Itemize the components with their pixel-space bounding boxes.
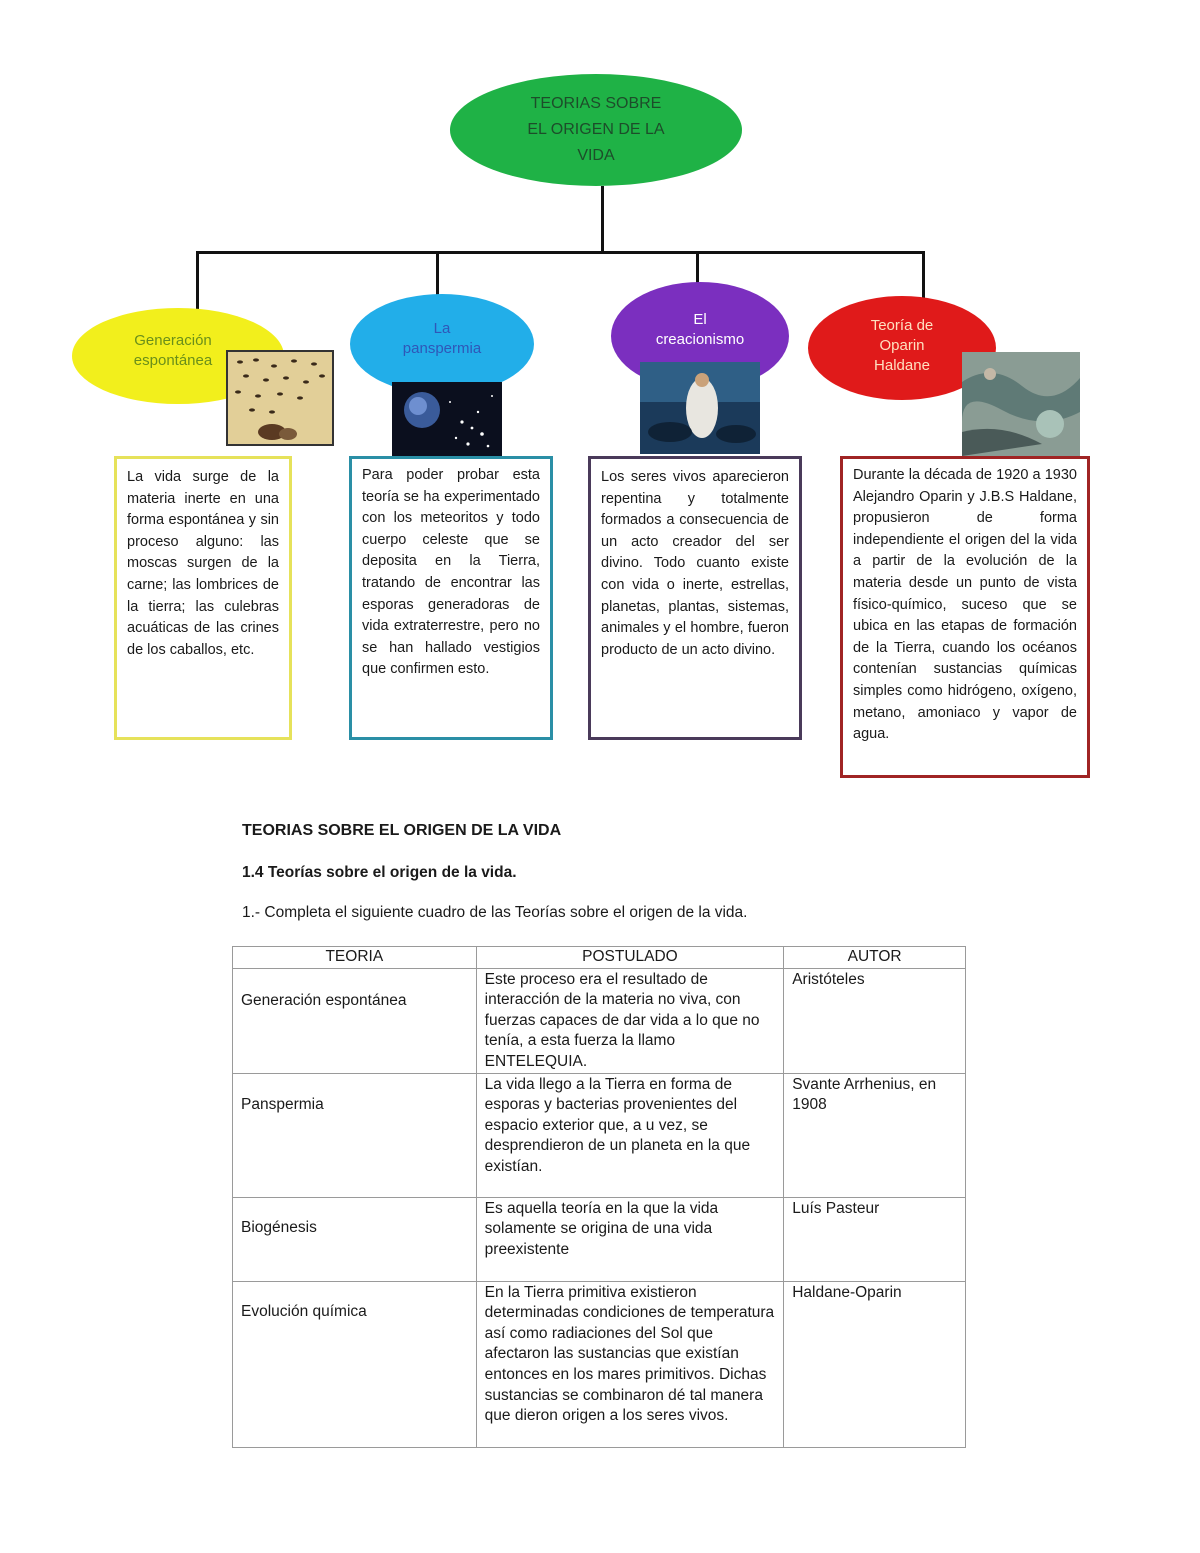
scattered-seeds-picture (226, 350, 334, 446)
section-title: TEORIAS SOBRE EL ORIGEN DE LA VIDA (242, 822, 562, 839)
cell-autor: Svante Arrhenius, en 1908 (784, 1073, 966, 1197)
node-4-description (840, 456, 1090, 778)
column-header-autor: AUTOR (784, 947, 966, 969)
root-concept (450, 74, 742, 186)
node-4-body: Durante la década de 1920 a 1930 Alejandro Oparin y J.B.S Haldane, propusieron de forma independiente el origen del la vida a partir de la evolución de la materia desde un punto de vista físico-químico, suceso que se ubica en las etapas de formación de la Tierra, cuando los océanos contenían sustancias químicas simples como hidrógeno, oxígeno, metano, amoniaco y vapor de agua. (853, 467, 1077, 743)
cell-teoria: Evolución química (233, 1281, 477, 1447)
space-illustration (392, 382, 502, 456)
node-4-title: Teoría de Oparin Haldane (870, 317, 934, 374)
cell-postulado: Es aquella teoría en la que la vida solamente se origina de una vida preexistente (476, 1197, 784, 1281)
primitive-ocean-picture (962, 352, 1080, 456)
node-1-body: La vida surge de la materia inerte en una forma espontánea y sin proceso alguno: las moscas surgen de la carne; las lombrices de la tierra; las culebras acuáticas de las crines de los caballos, etc. (127, 469, 279, 658)
connector-bar (196, 251, 925, 254)
theories-table (232, 946, 966, 1448)
node-3-description (588, 456, 802, 740)
connector-branch-1 (196, 251, 199, 314)
cell-postulado: La vida llego a la Tierra en forma de esporas y bacterias provenientes del espacio exterior que, a u vez, se desprendieron de un planeta en la que existían. (476, 1073, 784, 1197)
cell-autor: Luís Pasteur (784, 1197, 966, 1281)
node-3-title: El creacionismo (655, 311, 745, 348)
column-header-teoria: TEORIA (233, 947, 477, 969)
divine-creation-picture (640, 362, 760, 454)
cell-autor: Haldane-Oparin (784, 1281, 966, 1447)
seeds-illustration (228, 352, 332, 444)
node-1-title: Generación espontánea (133, 332, 213, 369)
instruction-text: 1.- Completa el siguiente cuadro de las Teorías sobre el origen de la vida. (242, 904, 748, 921)
cell-postulado: Este proceso era el resultado de interacción de la materia no viva, con fuerzas capaces de dar vida a lo que no tenía, a esta fuerza la llamo ENTELEQUIA. (476, 968, 784, 1073)
node-3-body: Los seres vivos aparecieron repentina y totalmente formados a consecuencia de un acto creador del ser divino. Todo cuanto existe con vida o inerte, estrellas, planetas, plantas, sistemas, animales y el hombre, fueron producto de un acto divino. (601, 469, 789, 658)
root-concept-label: TEORIAS SOBRE EL ORIGEN DE LA VIDA (527, 95, 665, 164)
node-panspermia (350, 294, 534, 394)
connector-trunk (601, 186, 604, 252)
cell-postulado: En la Tierra primitiva existieron determinadas condiciones de temperatura así como radiaciones del Sol que afectaron las sustancias que existían entonces en los mares primitivos. Dichas sustancias se combinaron dé tal manera que dieron origen a los seres vivos. (476, 1281, 784, 1447)
cell-teoria: Generación espontánea (233, 968, 477, 1073)
node-1-description (114, 456, 292, 740)
node-2-title: La panspermia (402, 320, 482, 357)
node-2-body: Para poder probar esta teoría se ha experimentado con los meteoritos y todo cuerpo celeste que se deposita en la Tierra, tratando de encontrar las esporas generadoras de vida extraterrestre, pero no se han hallado vestigios que confirmen esto. (362, 467, 540, 678)
node-2-description (349, 456, 553, 740)
table-row (233, 1073, 966, 1197)
cell-autor: Aristóteles (784, 968, 966, 1073)
connector-branch-4 (922, 251, 925, 301)
connector-branch-2 (436, 251, 439, 296)
column-header-postulado: POSTULADO (476, 947, 784, 969)
space-meteor-picture (392, 382, 502, 456)
cell-teoria: Panspermia (233, 1073, 477, 1197)
table-row (233, 1197, 966, 1281)
section-subtitle: 1.4 Teorías sobre el origen de la vida. (242, 864, 517, 881)
ocean-illustration (962, 352, 1080, 456)
creation-illustration (640, 362, 760, 454)
table-header-row (233, 947, 966, 969)
table-row (233, 1281, 966, 1447)
table-row (233, 968, 966, 1073)
connector-branch-3 (696, 251, 699, 283)
cell-teoria: Biogénesis (233, 1197, 477, 1281)
